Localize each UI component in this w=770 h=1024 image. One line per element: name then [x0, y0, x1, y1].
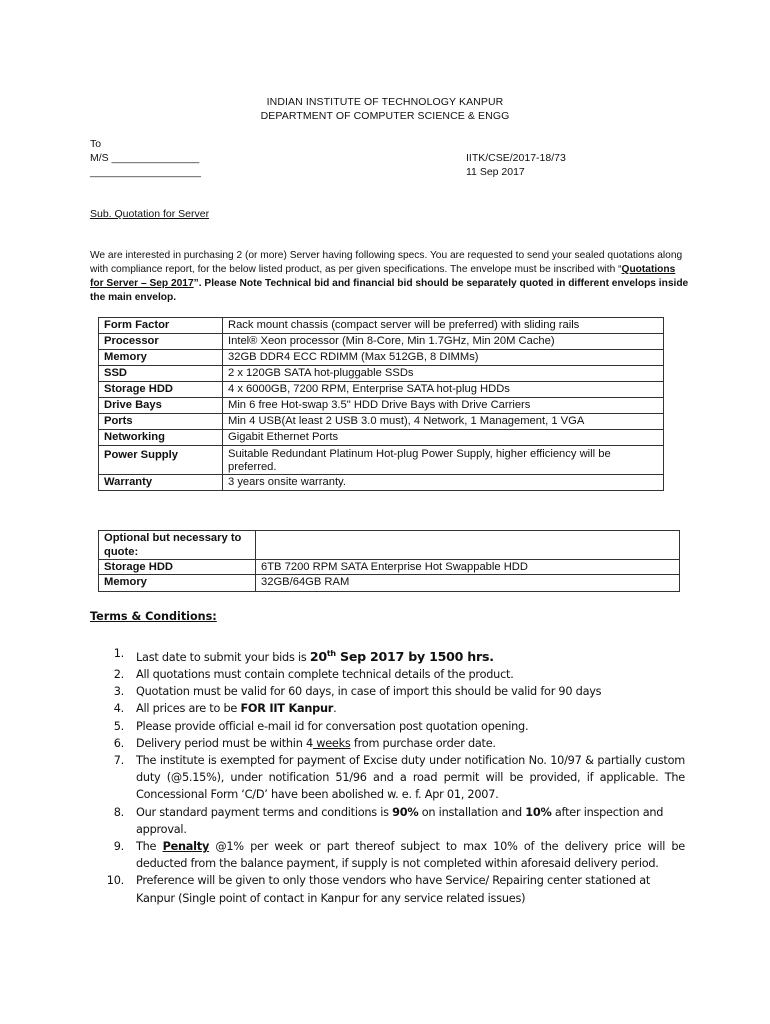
term-item — [100, 872, 685, 906]
term-bold: Sep 2017 by 1500 hrs. — [335, 648, 494, 664]
term-item — [100, 804, 685, 838]
spec-key: Form Factor — [99, 318, 223, 334]
term-item — [100, 735, 685, 752]
term-number: 2. — [113, 667, 124, 681]
optional-heading-blank — [256, 531, 680, 560]
term-item — [100, 666, 685, 683]
spec-value: Suitable Redundant Platinum Hot-plug Power Supply, higher efficiency will be preferred. — [223, 446, 664, 475]
optional-value: 32GB/64GB RAM — [256, 575, 680, 592]
optional-row — [99, 560, 680, 575]
spec-value: Min 6 free Hot-swap 3.5" HDD Drive Bays with Drive Carriers — [223, 398, 664, 414]
spec-key: Drive Bays — [99, 398, 223, 414]
address-ms: M/S _______________ — [90, 152, 200, 164]
spec-key: Ports — [99, 414, 223, 430]
spec-row — [99, 414, 664, 430]
spec-key: Networking — [99, 430, 223, 446]
spec-row — [99, 430, 664, 446]
term-text: The institute is exempted for payment of Excise duty under notification No. 10/97 & partially custom duty (@5.15%), under notification 51/96 and a road permit will be provided, if applicable. The Concessional Form ‘C/D’ have been abolished w. e. f. Apr 01, 2007. — [136, 753, 685, 802]
optional-value: 6TB 7200 RPM SATA Enterprise Hot Swappable HDD — [256, 560, 680, 575]
term-text: @1% per week or part thereof subject to max 10% of the delivery price will be deducted from the balance payment, if supply is not completed within aforesaid delivery period. — [136, 840, 686, 871]
optional-heading-row — [99, 531, 680, 560]
intro-bold-note: Please Note Technical bid and financial bid should be separately quoted in different envelops inside the main envelop. — [90, 278, 689, 303]
term-text: Quotation must be valid for 60 days, in case of import this should be valid for 90 days — [136, 685, 602, 699]
term-item — [100, 752, 685, 804]
term-number: 3. — [113, 685, 124, 699]
term-item — [100, 645, 685, 666]
spec-value: Min 4 USB(At least 2 USB 3.0 must), 4 Network, 1 Management, 1 VGA — [223, 414, 664, 430]
spec-row — [99, 334, 664, 350]
term-bold-underlined: Penalty — [162, 840, 210, 853]
spec-key: Processor — [99, 334, 223, 350]
intro-close-quote: ”. — [193, 278, 202, 289]
term-item — [100, 838, 685, 872]
optional-table — [98, 530, 680, 592]
subject-line: Sub. Quotation for Server — [90, 208, 210, 220]
term-superscript: th — [326, 649, 336, 658]
optional-key: Storage HDD — [99, 560, 256, 575]
optional-row — [99, 575, 680, 592]
term-text: Please provide official e-mail id for conversation post quotation opening. — [136, 719, 529, 733]
reference-date: 11 Sep 2017 — [466, 166, 525, 178]
term-number: 9. — [113, 840, 124, 853]
term-number: 7. — [113, 753, 124, 767]
spec-row — [99, 366, 664, 382]
spec-table — [98, 317, 664, 491]
spec-row — [99, 446, 664, 475]
term-number: 8. — [113, 805, 124, 819]
terms-title: Terms & Conditions: — [90, 610, 217, 623]
term-bold: 20 — [309, 648, 327, 664]
term-text: . — [333, 702, 337, 716]
intro-paragraph — [90, 249, 690, 305]
term-text: Our standard payment terms and conditions is — [136, 805, 393, 819]
term-bold: FOR IIT Kanpur — [240, 702, 334, 716]
address-blank: ___________________ — [90, 166, 201, 178]
term-text: All quotations must contain complete technical details of the product. — [136, 667, 514, 681]
term-text: Delivery period must be within 4 — [136, 736, 313, 750]
spec-value: Intel® Xeon processor (Min 8-Core, Min 1.7GHz, Min 20M Cache) — [223, 334, 664, 350]
spec-value: Rack mount chassis (compact server will be preferred) with sliding rails — [223, 318, 664, 334]
intro-text: We are interested in purchasing 2 (or more) Server having following specs. You are requested to send your sealed quotations along with compliance report, for the below listed product, as per given specifications. The envelope must be inscribed with “ — [90, 250, 683, 275]
reference-number: IITK/CSE/2017-18/73 — [466, 152, 566, 164]
term-number: 1. — [113, 647, 124, 660]
address-to: To — [90, 138, 102, 150]
term-number: 10. — [106, 874, 124, 888]
spec-key: SSD — [99, 366, 223, 382]
term-text: on installation and — [418, 805, 526, 819]
spec-value: 3 years onsite warranty. — [223, 475, 664, 491]
spec-key: Warranty — [99, 475, 223, 491]
spec-value: 4 x 6000GB, 7200 RPM, Enterprise SATA hot-plug HDDs — [223, 382, 664, 398]
term-text: Preference will be given to only those vendors who have Service/ Repairing center stationed at Kanpur (Single point of contact in Kanpur for any service related issues) — [136, 874, 651, 905]
spec-key: Storage HDD — [99, 382, 223, 398]
spec-value: Gigabit Ethernet Ports — [223, 430, 664, 446]
spec-row — [99, 398, 664, 414]
spec-value: 32GB DDR4 ECC RDIMM (Max 512GB, 8 DIMMs) — [223, 350, 664, 366]
term-item — [100, 718, 685, 735]
term-underlined: weeks — [312, 736, 351, 750]
term-text: All prices are to be — [136, 702, 241, 716]
spec-row — [99, 382, 664, 398]
spec-row — [99, 475, 664, 491]
institute-name: INDIAN INSTITUTE OF TECHNOLOGY KANPUR — [266, 96, 504, 108]
term-text: from purchase order date. — [350, 736, 496, 750]
term-item — [100, 700, 685, 717]
optional-key: Memory — [99, 575, 256, 592]
term-bold: 10% — [525, 805, 552, 819]
terms-list — [100, 645, 685, 907]
term-text: The — [136, 840, 163, 853]
intro-quoted-title: Quotations for Server – Sep 2017 — [90, 264, 676, 289]
term-number: 5. — [113, 719, 124, 733]
spec-value: 2 x 120GB SATA hot-pluggable SSDs — [223, 366, 664, 382]
term-text: Last date to submit your bids is — [136, 650, 310, 664]
spec-key: Memory — [99, 350, 223, 366]
spec-key: Power Supply — [99, 446, 223, 475]
spec-row — [99, 350, 664, 366]
department-name: DEPARTMENT OF COMPUTER SCIENCE & ENGG — [260, 110, 510, 122]
optional-heading: Optional but necessary to quote: — [99, 531, 256, 560]
term-bold: 90% — [392, 805, 419, 819]
term-text: after inspection and approval. — [136, 805, 664, 836]
term-number: 6. — [113, 736, 124, 750]
term-number: 4. — [113, 702, 124, 716]
term-item — [100, 683, 685, 700]
spec-row — [99, 318, 664, 334]
